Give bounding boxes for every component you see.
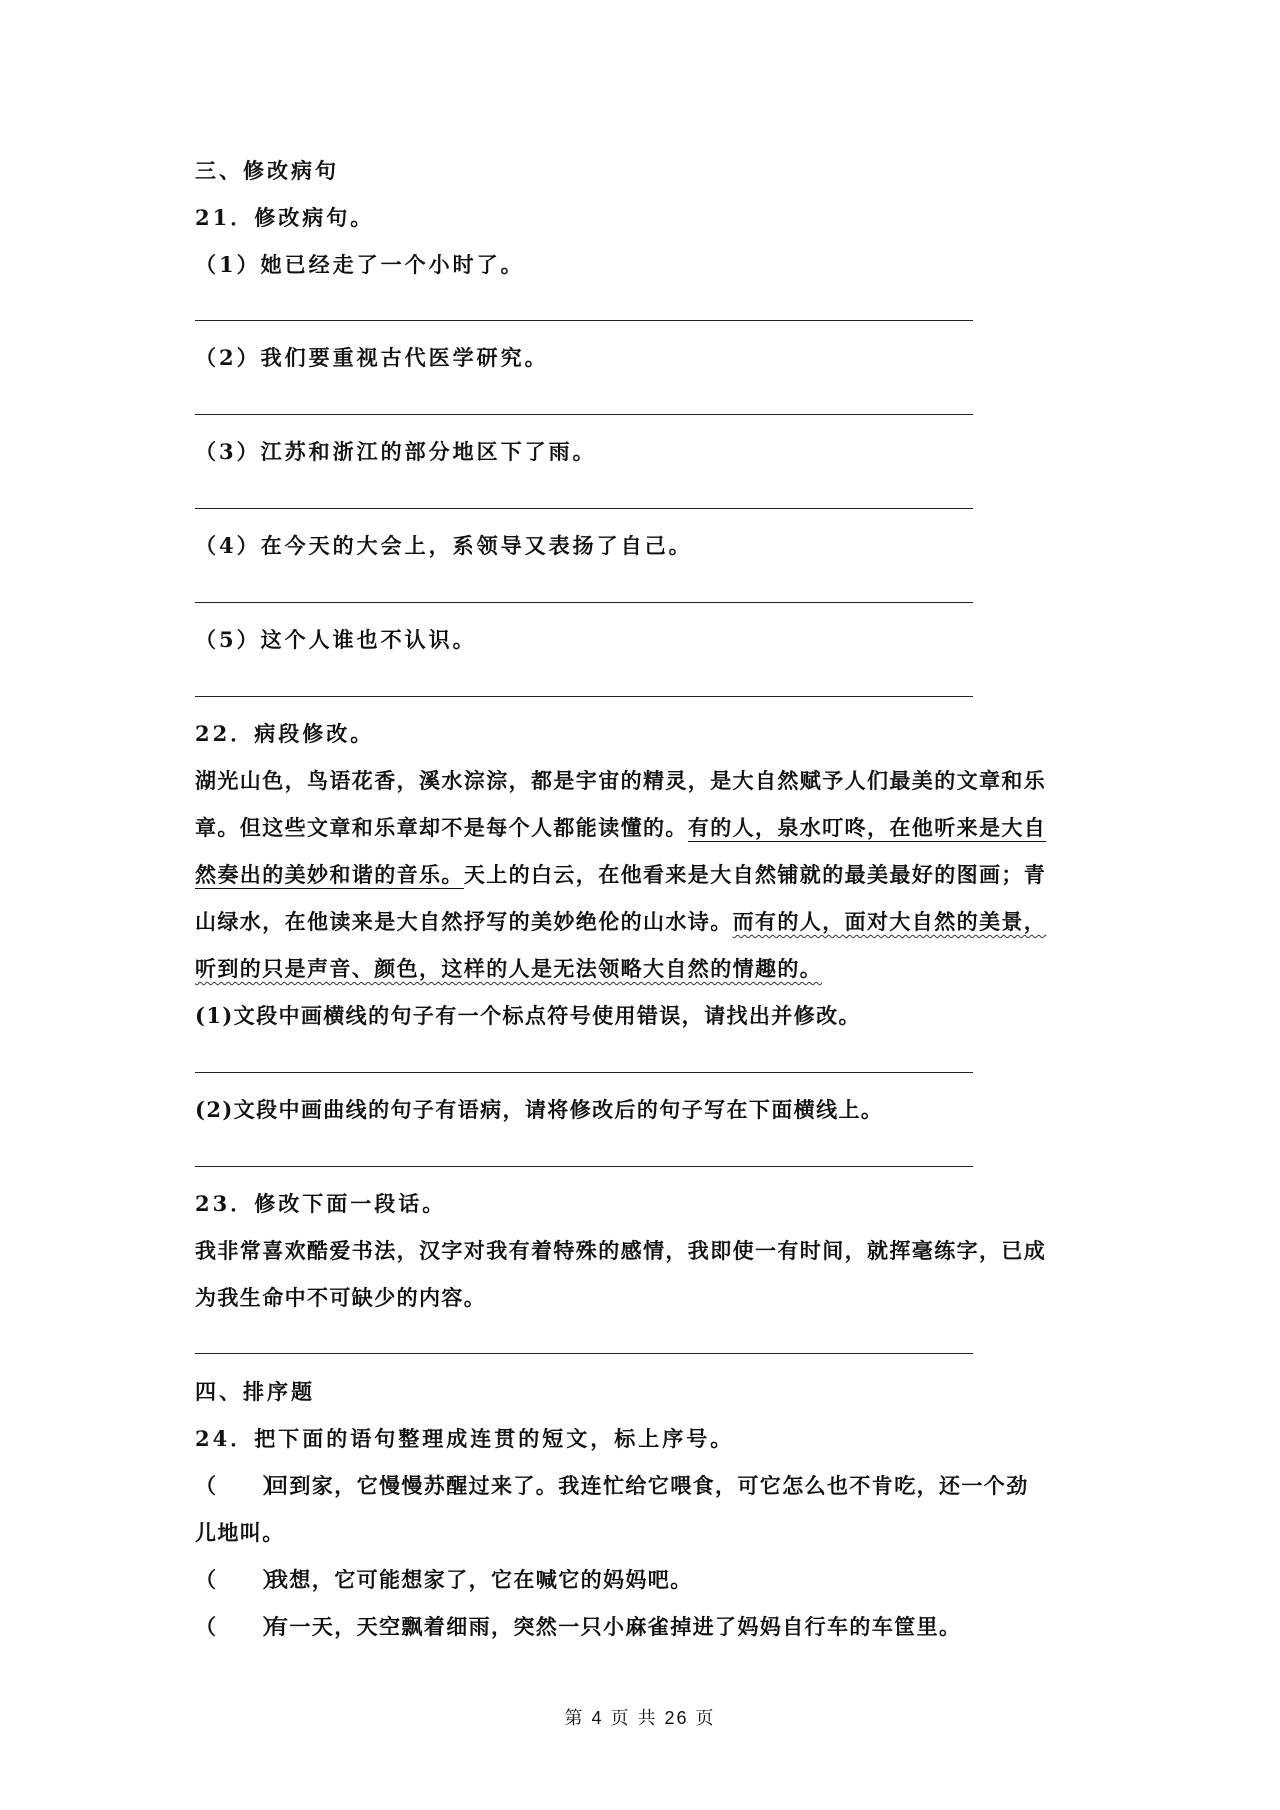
order-blank[interactable]: （ ） [195,1567,285,1592]
wavy-underlined-sentence: 而有的人，面对大自然的美景， [732,909,1047,934]
answer-line[interactable] [195,696,973,697]
sentence-item [195,1471,1029,1501]
passage-line [195,907,1046,937]
passage-text: 天上的白云，在他看来是大自然铺就的最美最好的图画；青 [463,862,1047,887]
order-blank[interactable]: （ ） [195,1614,285,1639]
wavy-underlined-sentence: 听到的只是声音、颜色，这样的人是无法领略大自然的情趣的。 [195,956,823,981]
question-21-item-1: （1）她已经走了一个小时了。 [195,252,525,277]
paragraph-line: 为我生命中不可缺少的内容。 [195,1285,487,1310]
question-21-item-2: （2）我们要重视古代医学研究。 [195,345,549,370]
question-22-sub-1: (1)文段中画横线的句子有一个标点符号使用错误，请找出并修改。 [195,1003,861,1028]
sentence-text: 我想，它可能想家了，它在喊它的妈妈吧。 [267,1567,693,1592]
sentence-text: 回到家，它慢慢苏醒过来了。我连忙给它喂食，可它怎么也不肯吃，还一个劲 [267,1473,1029,1498]
answer-line[interactable] [195,602,973,603]
question-23-title: 23．修改下面一段话。 [195,1191,447,1216]
sentence-item [195,1565,693,1595]
answer-line[interactable] [195,1353,973,1354]
sentence-item: 儿地叫。 [195,1520,285,1545]
sentence-item [195,1612,961,1642]
question-21-item-5: （5）这个人谁也不认识。 [195,627,477,652]
question-21-title: 21．修改病句。 [195,205,375,230]
underlined-sentence: 然奏出的美妙和谐的音乐。 [195,862,464,887]
order-blank[interactable]: （ ） [195,1473,285,1498]
sentence-text: 有一天，天空飘着细雨，突然一只小麻雀掉进了妈妈自行车的车筐里。 [267,1614,962,1639]
passage-line [195,813,1046,843]
question-21-item-3: （3）江苏和浙江的部分地区下了雨。 [195,439,597,464]
passage-text: 山绿水，在他读来是大自然抒写的美妙绝伦的山水诗。 [195,909,733,934]
underlined-sentence: 有的人，泉水叮咚，在他听来是大自 [687,815,1047,840]
answer-line[interactable] [195,320,973,321]
answer-line[interactable] [195,508,973,509]
section-title: 四、排序题 [195,1379,315,1404]
paragraph-line: 我非常喜欢酷爱书法，汉字对我有着特殊的感情，我即使一有时间，就挥毫练字，已成 [195,1238,1047,1263]
question-22-title: 22．病段修改。 [195,721,375,746]
passage-line [195,954,822,984]
answer-line[interactable] [195,1072,973,1073]
page-number: 第 4 页 共 26 页 [564,1708,716,1728]
question-21-item-4: （4）在今天的大会上，系领导又表扬了自己。 [195,533,693,558]
passage-line: 湖光山色，鸟语花香，溪水淙淙，都是宇宙的精灵，是大自然赋予人们最美的文章和乐 [195,768,1047,793]
passage-text: 章。但这些文章和乐章却不是每个人都能读懂的。 [195,815,688,840]
section-title: 三、修改病句 [195,158,339,183]
passage-line [195,860,1046,890]
question-24-title: 24．把下面的语句整理成连贯的短文，标上序号。 [195,1426,735,1451]
question-22-sub-2: (2)文段中画曲线的句子有语病，请将修改后的句子写在下面横线上。 [195,1097,884,1122]
answer-line[interactable] [195,414,973,415]
answer-line[interactable] [195,1166,973,1167]
